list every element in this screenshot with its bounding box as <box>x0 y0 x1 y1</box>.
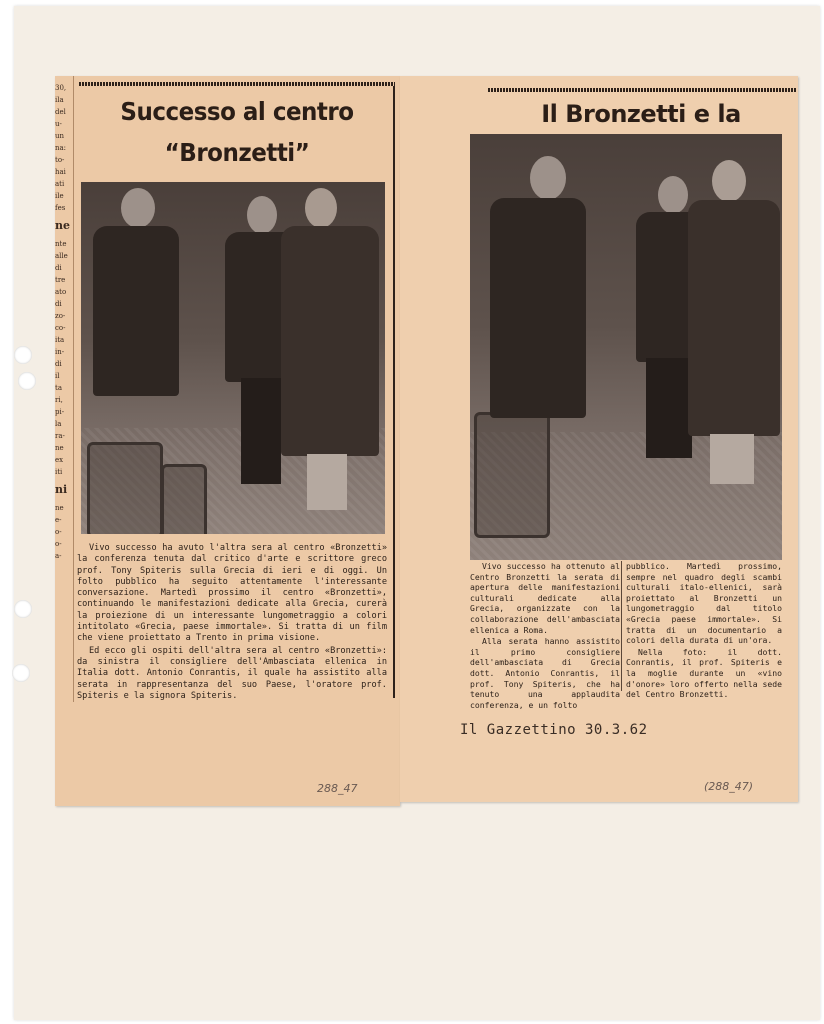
punch-hole <box>18 372 36 390</box>
strip-fragment: ita <box>55 336 65 344</box>
right-article-col2 <box>626 561 782 701</box>
article-paragraph: Ed ecco gli ospiti dell'altra sera al centro «Bronzetti»: da sinistra il consigliere dell'Ambasciata ellenica in Italia dott. Antonio Conrantis, il quale ha assistito alla serata in rappresentanza del suo Paese, l'oratore prof. Spiteris e la signora Spiteris. <box>77 645 387 701</box>
punch-hole <box>14 346 32 364</box>
punch-hole <box>14 600 32 618</box>
right-newspaper-clipping <box>400 76 798 802</box>
archive-code: 288_47 <box>317 782 358 795</box>
article-paragraph: Vivo successo ha avuto l'altra sera al centro «Bronzetti» la conferenza tenuta dal critico d'arte e scrittore greco prof. Tony Spiteris sulla Grecia di ieri e di oggi. Un folto pubblico ha seguito attentamente l'interessante conversazione. Martedì prossimo il centro «Bronzetti», continuando le manifestazioni dedicate alla Grecia, curerà la proiezione di un interessante lungometraggio a colori intitolato «Grecia, paese immortale». Si tratta di un film che viene proiettato a Trento in prima visione. <box>77 543 387 644</box>
headline-line: Successo al centro “Bronzetti” <box>120 98 354 168</box>
strip-fragment: alle <box>55 252 68 260</box>
armchair <box>87 442 163 534</box>
article-paragraph: Nella foto: il dott. Conrantis, il prof. Spiteris e la moglie durante un «vino d'onore» loro offerto nella sede del Centro Bronzetti. <box>626 646 782 700</box>
article-paragraph: Vivo successo ha ottenuto al Centro Bronzetti la serata di apertura delle manifestazioni culturali dedicate alla Grecia, organizzate con la collaborazione dell'ambasciata ellenica a Roma. <box>470 561 620 635</box>
punch-hole <box>12 664 30 682</box>
strip-fragment: u- <box>55 120 62 128</box>
left-newspaper-clipping <box>55 76 400 806</box>
headline-rule <box>79 82 395 86</box>
strip-fragment: di <box>55 360 62 368</box>
strip-fragment: di <box>55 264 62 272</box>
strip-fragment: nte <box>55 240 67 248</box>
strip-fragment: ila <box>55 96 64 104</box>
column-rule <box>393 86 395 698</box>
strip-fragment: iti <box>55 468 63 476</box>
left-news-photo <box>81 182 385 534</box>
strip-fragment: ni <box>55 483 68 496</box>
strip-fragment: ex <box>55 456 64 464</box>
strip-fragment: o- <box>55 540 62 548</box>
right-headline: Il Bronzetti e la <box>541 100 741 128</box>
strip-fragment: hai <box>55 168 66 176</box>
left-article-text <box>77 543 387 703</box>
archive-code: (288_47) <box>704 780 754 793</box>
strip-fragment: in- <box>55 348 65 356</box>
strip-fragment: zo- <box>55 312 66 320</box>
strip-fragment: ne <box>55 219 70 232</box>
strip-fragment: 30, <box>55 84 67 92</box>
strip-fragment: a- <box>55 552 62 560</box>
armchair <box>161 464 207 534</box>
strip-fragment: il <box>55 372 60 380</box>
strip-fragment: e- <box>55 516 62 524</box>
strip-fragment: un <box>55 132 65 140</box>
article-paragraph: Alla serata hanno assistito il primo consigliere dell'ambasciata di Grecia dott. Antonio Conrantis, il prof. Tony Spiteris, che ha tenuto una applaudita conferenza, e un folto <box>470 636 620 710</box>
strip-fragment: ato <box>55 288 67 296</box>
right-news-photo <box>470 134 782 560</box>
strip-fragment: la <box>55 420 62 428</box>
strip-fragment: ri, <box>55 396 63 404</box>
strip-fragment: pi- <box>55 408 65 416</box>
side-column-strip <box>55 76 74 702</box>
right-article-col1 <box>470 561 620 711</box>
strip-fragment: co- <box>55 324 66 332</box>
strip-fragment: tre <box>55 276 66 284</box>
strip-fragment: di <box>55 300 62 308</box>
strip-fragment: ta <box>55 384 62 392</box>
strip-fragment: o- <box>55 528 62 536</box>
column-divider <box>621 561 622 691</box>
strip-fragment: fes <box>55 204 66 212</box>
strip-fragment: to- <box>55 156 65 164</box>
source-annotation: Il Gazzettino 30.3.62 <box>460 722 648 738</box>
strip-fragment: ile <box>55 192 64 200</box>
strip-fragment: ati <box>55 180 65 188</box>
armchair <box>474 412 550 538</box>
headline-rule <box>488 88 796 92</box>
strip-fragment: na: <box>55 144 67 152</box>
strip-fragment: ne <box>55 444 64 452</box>
strip-fragment: ne <box>55 504 64 512</box>
article-paragraph: pubblico. Martedì prossimo, sempre nel quadro degli scambi culturali italo-ellenici, sarà proiettato al Bronzetti un lungometraggio dal titolo «Grecia paese immortale». Si tratta di un documentario a colori della durata di un'ora. <box>626 561 782 646</box>
strip-fragment: del <box>55 108 66 116</box>
strip-fragment: ra- <box>55 432 65 440</box>
